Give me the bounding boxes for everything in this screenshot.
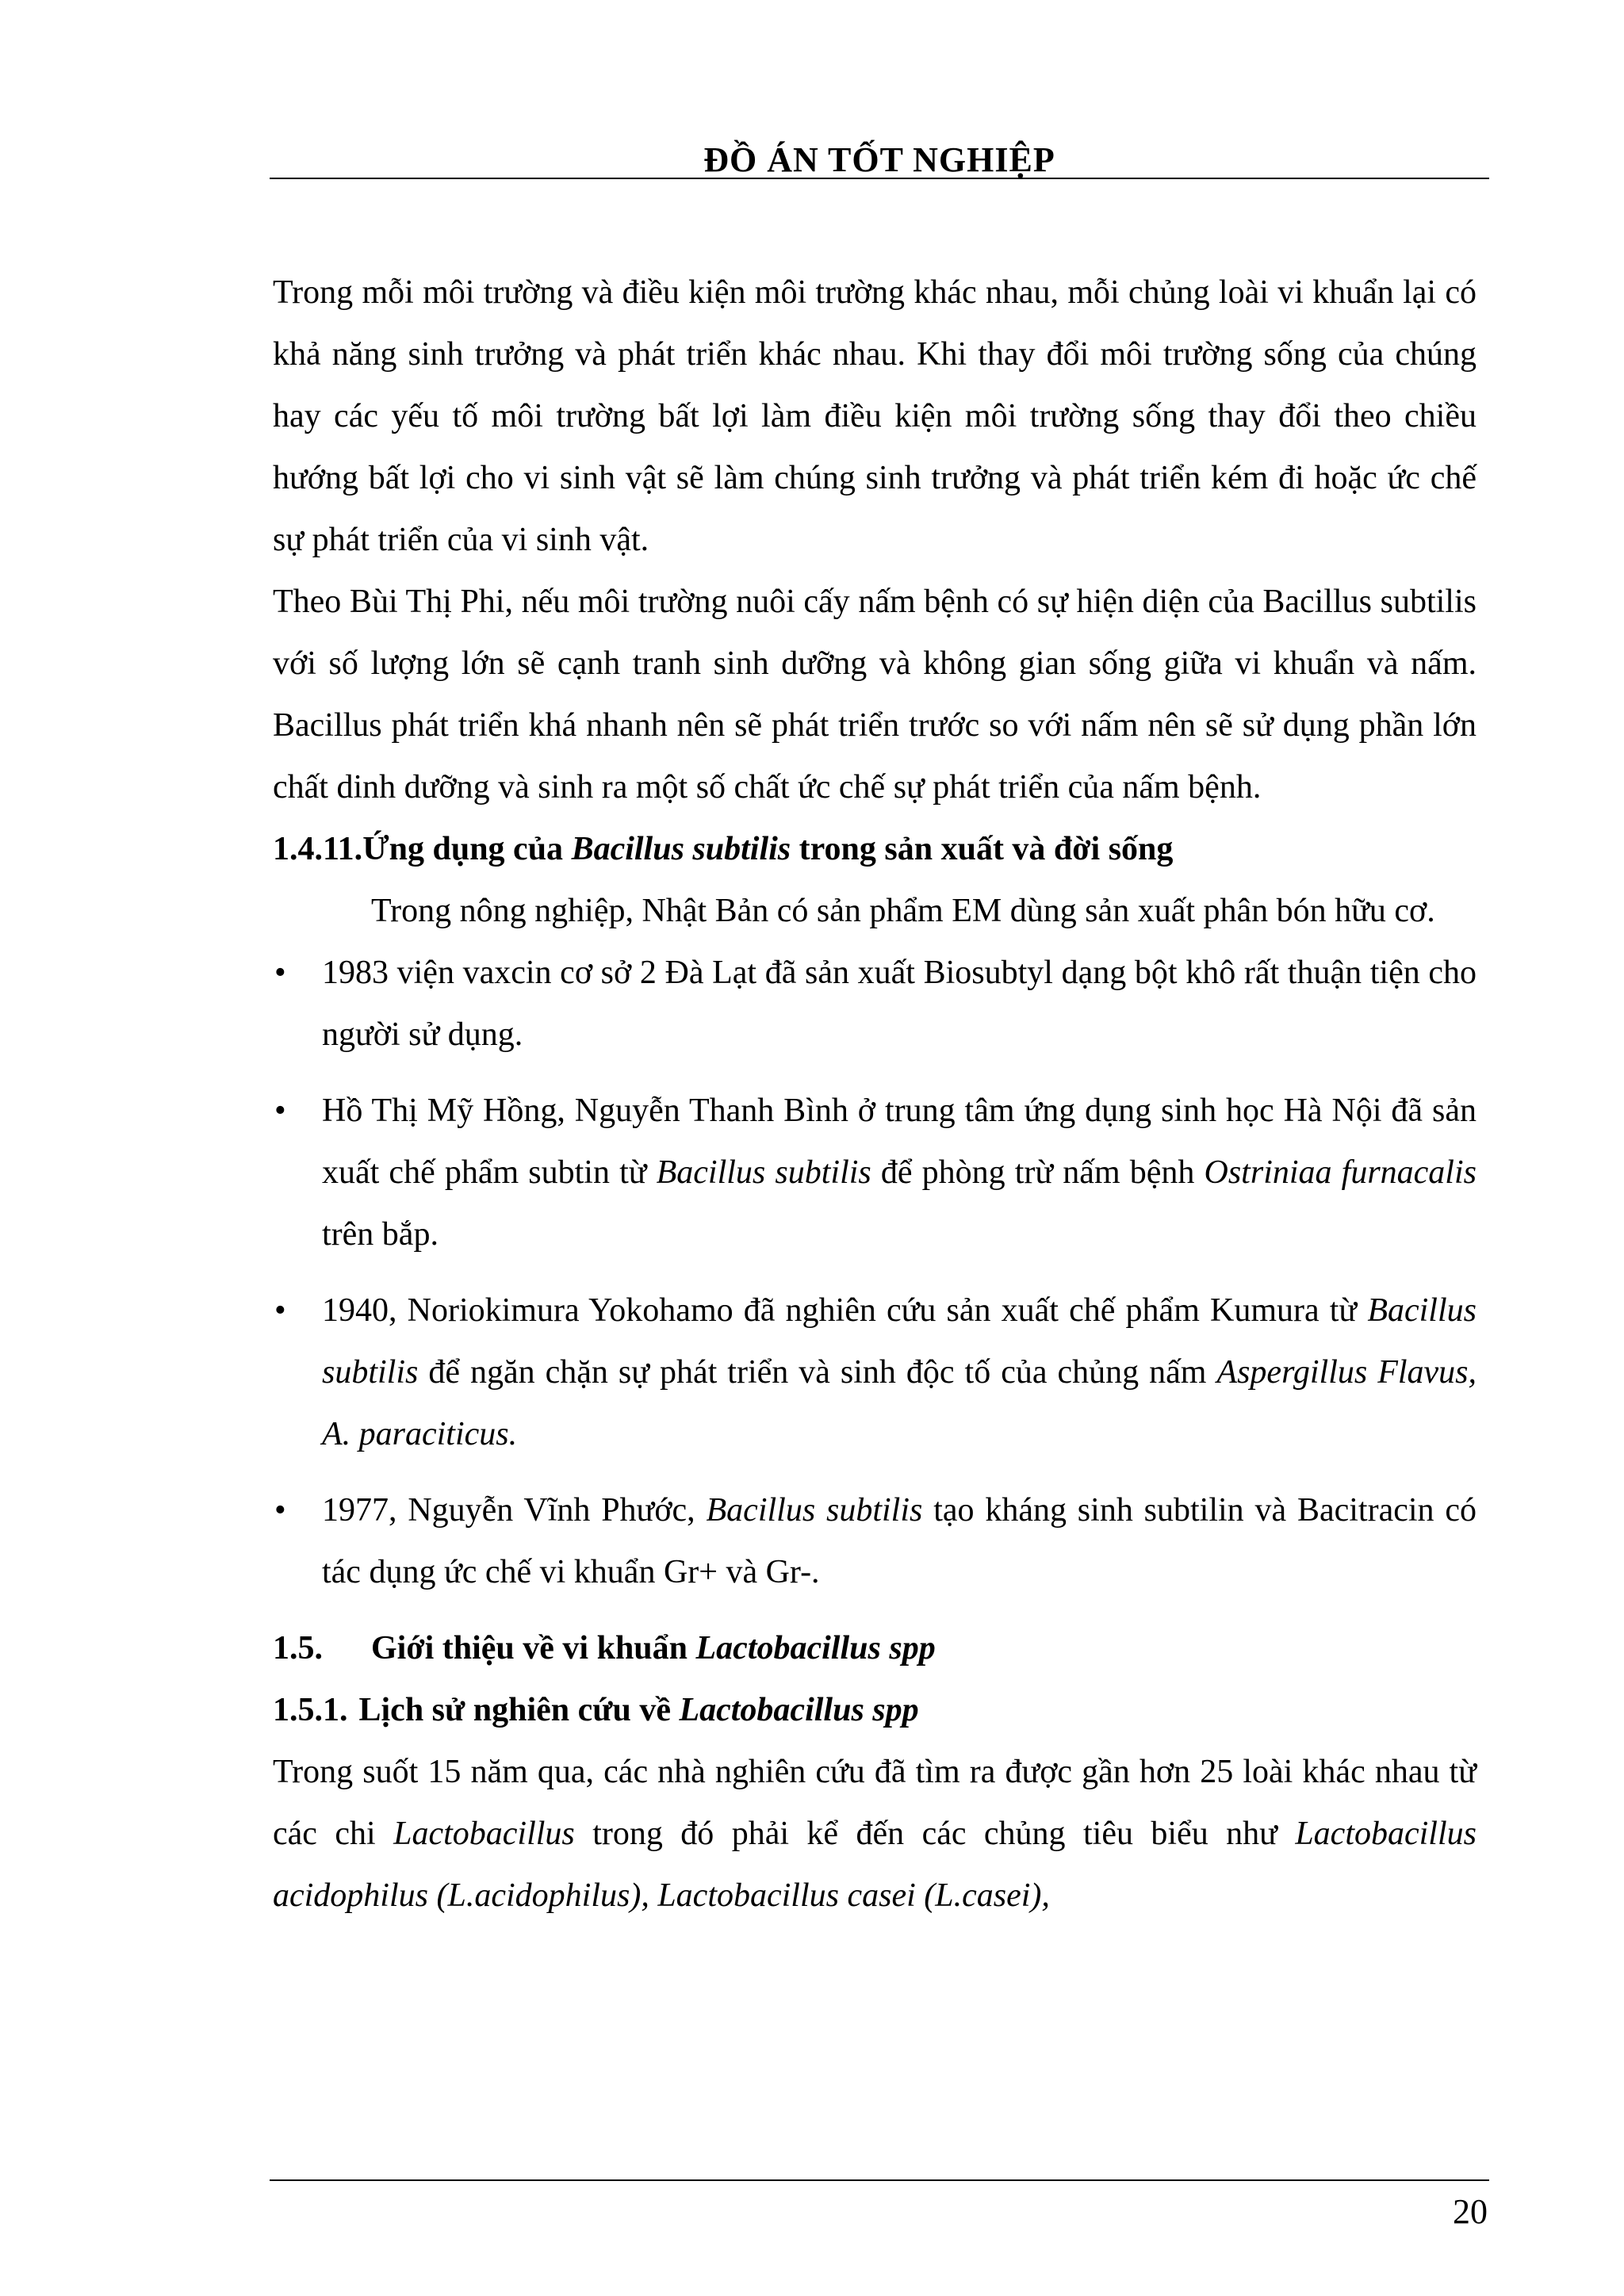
list-item-text: để phòng trừ nấm bệnh (871, 1154, 1205, 1191)
section-heading-1-5 (273, 1617, 1477, 1679)
section-heading-1-5-1 (273, 1679, 1477, 1741)
section-title-text: Lịch sử nghiên cứu về (358, 1692, 680, 1728)
list-item (273, 1479, 1477, 1603)
section-title-italic: Lactobacillus spp (679, 1692, 919, 1728)
paragraph-agriculture: Trong nông nghiệp, Nhật Bản có sản phẩm EM dùng sản xuất phân bón hữu cơ. (371, 893, 1435, 929)
section-title-text: Ứng dụng của (362, 831, 572, 867)
section-heading-1-4-11 (273, 818, 1477, 880)
paragraph-italic: Lactobacillus acidophilus (L.acidophilus), Lactobacillus casei (L.casei), (273, 1816, 1477, 1914)
section-title-text-end: trong sản xuất và đời sống (791, 831, 1174, 867)
bullet-icon: • (274, 1492, 286, 1529)
page-body (273, 262, 1477, 1927)
section-number: 1.5.1. (273, 1692, 348, 1728)
list-item-text: 1940, Noriokimura Yokohamo đã nghiên cứu sản xuất chế phẩm Kumura từ (322, 1292, 1368, 1329)
bullet-icon: • (274, 1093, 286, 1129)
header-rule (270, 178, 1489, 179)
list-item-text: Hồ Thị Mỹ Hồng, Nguyễn Thanh Bình ở trung tâm ứng dụng sinh học Hà Nội đã sản xuất chế phẩm subtin từ (322, 1093, 1477, 1191)
list-item-italic: Bacillus subtilis (656, 1154, 871, 1191)
list-item (273, 1080, 1477, 1265)
list-item-text: 1983 viện vaxcin cơ sở 2 Đà Lạt đã sản xuất Biosubtyl dạng bột khô rất thuận tiện cho người sử dụng. (322, 955, 1477, 1053)
list-item (273, 1280, 1477, 1465)
paragraph-lactobacillus-history (273, 1741, 1477, 1927)
paragraph-bui-thi-phi: Theo Bùi Thị Phi, nếu môi trường nuôi cấy nấm bệnh có sự hiện diện của Bacillus subtilis với số lượng lớn sẽ cạnh tranh sinh dưỡng và không gian sống giữa vi khuẩn và nấm. Bacillus phát triển khá nhanh nên sẽ phát triển trước so với nấm nên sẽ sử dụng phần lớn chất dinh dưỡng và sinh ra một số chất ức chế sự phát triển của nấm bệnh. (273, 584, 1477, 806)
section-title-text: Giới thiệu về vi khuẩn (371, 1630, 696, 1667)
list-item-text: trên bắp. (322, 1216, 439, 1253)
page-number: 20 (1453, 2192, 1488, 2231)
page-header-title: ĐỒ ÁN TỐT NGHIỆP (703, 140, 1055, 179)
section-number: 1.5. (273, 1630, 323, 1667)
list-item-text: 1977, Nguyễn Vĩnh Phước, (322, 1492, 707, 1529)
paragraph-italic: Lactobacillus (393, 1816, 575, 1852)
list-item-text: để ngăn chặn sự phát triển và sinh độc tố của chủng nấm (418, 1354, 1217, 1391)
paragraph-text: trong đó phải kể đến các chủng tiêu biểu như (574, 1816, 1296, 1852)
application-list (273, 942, 1477, 1603)
footer-rule (270, 2179, 1489, 2181)
section-title-italic: Bacillus subtilis (571, 831, 791, 867)
list-item (273, 942, 1477, 1066)
section-number: 1.4.11. (273, 831, 363, 867)
section-title-italic: Lactobacillus spp (695, 1630, 936, 1667)
bullet-icon: • (274, 1292, 286, 1329)
list-item-italic: Aspergillus Flavus, A. paraciticus. (322, 1354, 1477, 1452)
list-item-italic: Bacillus subtilis (706, 1492, 923, 1529)
list-item-italic: Ostriniaa furnacalis (1204, 1154, 1477, 1191)
list-item-text: tạo kháng sinh subtilin và Bacitracin có tác dụng ức chế vi khuẩn Gr+ và Gr-. (322, 1492, 1477, 1590)
bullet-icon: • (274, 955, 286, 991)
paragraph-environment: Trong mỗi môi trường và điều kiện môi trường khác nhau, mỗi chủng loài vi khuẩn lại có khả năng sinh trưởng và phát triển khác nhau. Khi thay đổi môi trường sống của chúng hay các yếu tố môi trường bất lợi làm điều kiện môi trường sống thay đổi theo chiều hướng bất lợi cho vi sinh vật sẽ làm chúng sinh trưởng và phát triển kém đi hoặc ức chế sự phát triển của vi sinh vật. (273, 274, 1477, 558)
list-item-italic: Bacillus subtilis (322, 1292, 1477, 1391)
paragraph-text: Trong suốt 15 năm qua, các nhà nghiên cứu đã tìm ra được gần hơn 25 loài khác nhau từ các chi (273, 1754, 1477, 1852)
